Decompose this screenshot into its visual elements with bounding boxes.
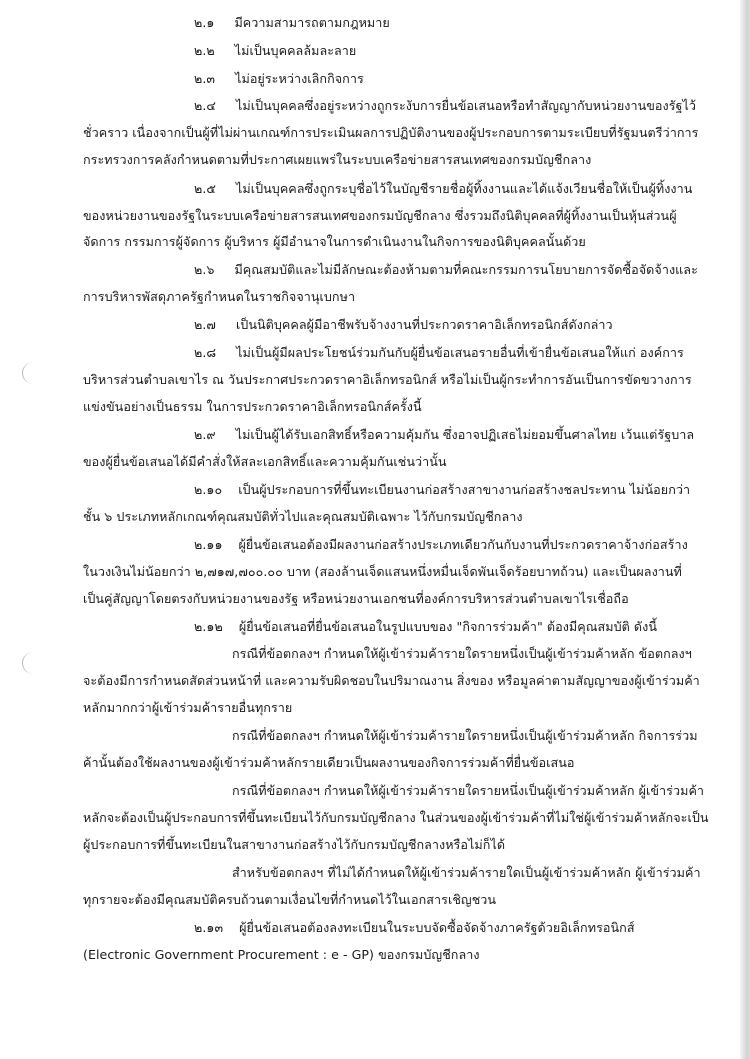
clause-continuation: ของหน่วยงานของรัฐในระบบเครือข่ายสารสนเทศของกรมบัญชีกลาง ซึ่งรวมถึงนิติบุคคลที่ผู้ทิ้งงานเป็นหุ้นส่วนผู้	[83, 208, 677, 223]
clause-number: ๒.๑๑	[194, 537, 223, 552]
clause-number: ๒.๔	[194, 98, 216, 113]
clause-continuation: หลักมากกว่าผู้เข้าร่วมค้ารายอื่นทุกราย	[83, 700, 293, 715]
clause-number: ๒.๑๒	[194, 619, 223, 634]
clause-continuation: กระทรวงการคลังกำหนดตามที่ประกาศเผยแพร่ในระบบเครือข่ายสารสนเทศของกรมบัญชีกลาง	[83, 152, 592, 167]
clause-continuation: จัดการ กรรมการผู้จัดการ ผู้บริหาร ผู้มีอำนาจในการดำเนินงานในกิจการของนิติบุคคลนั้นด้วย	[83, 234, 586, 249]
clause-text: ไม่เป็นผู้ได้รับเอกสิทธิ์หรือความคุ้มกัน ซึ่งอาจปฏิเสธไม่ยอมขึ้นศาลไทย เว้นแต่รัฐบาล	[235, 427, 695, 442]
clause-text: ผู้ยื่นข้อเสนอต้องลงทะเบียนในระบบจัดซื้อจัดจ้างภาครัฐด้วยอิเล็กทรอนิกส์	[239, 920, 635, 935]
clause-text: ผู้ยื่นข้อเสนอที่ยื่นข้อเสนอในรูปแบบของ "กิจการร่วมค้า" ต้องมีคุณสมบัติ ดังนี้	[238, 619, 657, 634]
clause-text: มีคุณสมบัติและไม่มีลักษณะต้องห้ามตามที่คณะกรรมการนโยบายการจัดซื้อจัดจ้างและ	[234, 262, 698, 277]
clause-continuation: ในวงเงินไม่น้อยกว่า ๒,๗๑๗,๗๐๐.๐๐ บาท (สองล้านเจ็ดแสนหนึ่งหมื่นเจ็ดพันเจ็ดร้อยบาทถ้วน) และเป็นผลงานที่	[83, 564, 682, 579]
clause-2-2	[194, 42, 356, 60]
clause-text: ผู้ยื่นข้อเสนอต้องมีผลงานก่อสร้างประเภทเดียวกันกับงานที่ประกวดราคาจ้างก่อสร้าง	[238, 537, 688, 552]
clause-continuation: (Electronic Government Procurement : e - GP) ของกรมบัญชีกลาง	[83, 947, 480, 962]
clause-2-10	[194, 481, 690, 499]
clause-2-5	[194, 180, 692, 198]
clause-text: เป็นผู้ประกอบการที่ขึ้นทะเบียนงานก่อสร้างสาขางานก่อสร้างชลประทาน ไม่น้อยกว่า	[238, 482, 691, 497]
clause-continuation: ชั้น ๖ ประเภทหลักเกณฑ์คุณสมบัติทั่วไปและคุณสมบัติเฉพาะ ไว้กับกรมบัญชีกลาง	[83, 509, 523, 524]
clause-continuation: หลักจะต้องเป็นผู้ประกอบการที่ขึ้นทะเบียนไว้กับกรมบัญชีกลาง ในส่วนของผู้เข้าร่วมค้าที่ไม่ใช่ผู้เข้าร่วมค้าหลักจะเป็น	[83, 810, 709, 825]
clause-continuation: เป็นคู่สัญญาโดยตรงกับหน่วยงานของรัฐ หรือหน่วยงานเอกชนที่องค์การบริหารส่วนตำบลเขาไรเชื่อถือ	[83, 591, 629, 606]
clause-text: ไม่เป็นบุคคลซึ่งถูกระบุชื่อไว้ในบัญชีรายชื่อผู้ทิ้งงานและได้แจ้งเวียนชื่อให้เป็นผู้ทิ้งงาน	[236, 181, 693, 196]
clause-continuation: จะต้องมีการกำหนดสัดส่วนหน้าที่ และความรับผิดชอบในปริมาณงาน สิ่งของ หรือมูลค่าตามสัญญาของผู้เข้าร่วมค้า	[83, 673, 700, 688]
sub-clause: กรณีที่ข้อตกลงฯ กำหนดให้ผู้เข้าร่วมค้ารายใดรายหนึ่งเป็นผู้เข้าร่วมค้าหลัก ข้อตกลงฯ	[232, 646, 692, 661]
clause-number: ๒.๓	[194, 71, 216, 86]
clause-continuation: ผู้ประกอบการที่ขึ้นทะเบียนในสาขางานก่อสร้างไว้กับกรมบัญชีกลางหรือไม่ก็ได้	[83, 837, 506, 852]
clause-text: เป็นนิติบุคคลผู้มีอาชีพรับจ้างงานที่ประกวดราคาอิเล็กทรอนิกส์ดังกล่าว	[235, 317, 613, 332]
clause-number: ๒.๑๓	[194, 920, 224, 935]
clause-2-13	[194, 919, 635, 937]
clause-continuation: บริหารส่วนตำบลเขาไร ณ วันประกาศประกวดราคาอิเล็กทรอนิกส์ หรือไม่เป็นผู้กระทำการอันเป็นการขัดขวางการ	[83, 372, 692, 387]
page-edge-shadow	[740, 0, 748, 1059]
clause-number: ๒.๗	[194, 317, 216, 332]
clause-2-4	[194, 97, 696, 115]
clause-2-11	[194, 536, 688, 554]
clause-continuation: ทุกรายจะต้องมีคุณสมบัติครบถ้วนตามเงื่อนไขที่กำหนดไว้ในเอกสารเชิญชวน	[83, 892, 497, 907]
clause-2-8	[194, 344, 684, 362]
clause-2-6	[194, 261, 698, 279]
clause-number: ๒.๑	[194, 15, 215, 30]
clause-number: ๒.๕	[194, 181, 216, 196]
clause-continuation: ของผู้ยื่นข้อเสนอได้มีคำสั่งให้สละเอกสิทธิ์และความคุ้มกันเช่นว่านั้น	[83, 454, 447, 469]
clause-2-7	[194, 316, 613, 334]
clause-text: ไม่เป็นบุคคลล้มละลาย	[234, 43, 357, 58]
sub-clause: กรณีที่ข้อตกลงฯ กำหนดให้ผู้เข้าร่วมค้ารายใดรายหนึ่งเป็นผู้เข้าร่วมค้าหลัก ผู้เข้าร่วมค้า	[232, 783, 705, 798]
sub-clause: กรณีที่ข้อตกลงฯ กำหนดให้ผู้เข้าร่วมค้ารายใดรายหนึ่งเป็นผู้เข้าร่วมค้าหลัก กิจการร่วม	[232, 728, 698, 743]
clause-number: ๒.๘	[194, 345, 217, 360]
clause-2-12	[194, 618, 657, 636]
clause-continuation: ค้านั้นต้องใช้ผลงานของผู้เข้าร่วมค้าหลักรายเดียวเป็นผลงานของกิจการร่วมค้าที่ยื่นข้อเสนอ	[83, 755, 575, 770]
clause-continuation: แข่งขันอย่างเป็นธรรม ในการประกวดราคาอิเล็กทรอนิกส์ครั้งนี้	[83, 399, 422, 414]
clause-number: ๒.๑๐	[194, 482, 223, 497]
clause-number: ๒.๙	[194, 427, 216, 442]
clause-text: มีความสามารถตามกฎหมาย	[234, 15, 390, 30]
punch-hole-mark	[22, 652, 45, 674]
clause-continuation: ชั่วคราว เนื่องจากเป็นผู้ที่ไม่ผ่านเกณฑ์การประเมินผลการปฏิบัติงานของผู้ประกอบการตามระเบียบที่รัฐมนตรีว่าการ	[83, 125, 699, 140]
sub-clause: สำหรับข้อตกลงฯ ที่ไม่ได้กำหนดให้ผู้เข้าร่วมค้ารายใดเป็นผู้เข้าร่วมค้าหลัก ผู้เข้าร่วมค้า	[232, 865, 701, 880]
clause-2-3	[194, 70, 364, 88]
clause-2-1	[194, 14, 390, 32]
clause-number: ๒.๒	[194, 43, 215, 58]
clause-continuation: การบริหารพัสดุภาครัฐกำหนดในราชกิจจานุเบกษา	[83, 289, 356, 304]
clause-text: ไม่เป็นผู้มีผลประโยชน์ร่วมกันกับผู้ยื่นข้อเสนอรายอื่นที่เข้ายื่นข้อเสนอให้แก่ องค์การ	[236, 345, 684, 360]
punch-hole-mark	[22, 362, 45, 384]
clause-2-9	[194, 426, 694, 444]
clause-text: ไม่อยู่ระหว่างเลิกกิจการ	[235, 71, 364, 86]
clause-number: ๒.๖	[194, 262, 215, 277]
clause-text: ไม่เป็นบุคคลซึ่งอยู่ระหว่างถูกระงับการยื่นข้อเสนอหรือทำสัญญากับหน่วยงานของรัฐไว้	[236, 98, 697, 113]
